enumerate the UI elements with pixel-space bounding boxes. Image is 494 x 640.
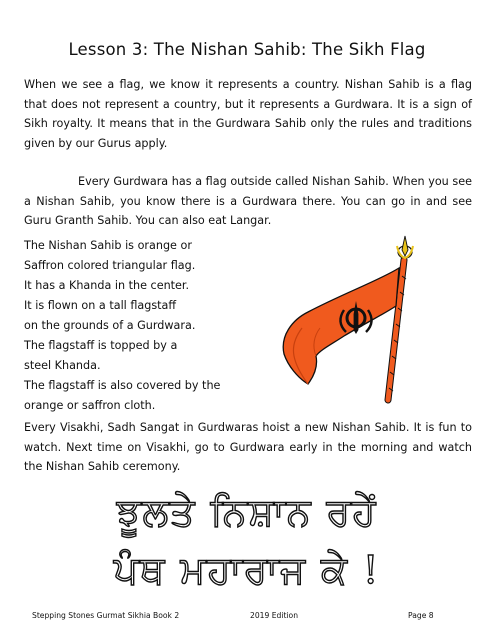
footer-edition: 2019 Edition: [250, 611, 299, 620]
description-line: The flagstaff is topped by a: [24, 339, 178, 352]
gurmukhi-slogan-line-1: ਝੂਲਤੇ ਨਿਸ਼ਾਨ ਰਹੇਂ: [116, 490, 378, 534]
description-line: It has a Khanda in the center.: [24, 279, 190, 292]
footer-book-title: Stepping Stones Gurmat Sikhia Book 2: [32, 611, 180, 620]
description-line: steel Khanda.: [24, 359, 101, 372]
description-line: The Nishan Sahib is orange or: [24, 239, 192, 252]
visakhi-paragraph: Every Visakhi, Sadh Sangat in Gurdwaras hoist a new Nishan Sahib. It is fun to watch. Next time on Visakhi, go to Gurdwara early in the morning and watch the Nishan Sahib ceremony.: [24, 421, 472, 473]
nishan-sahib-flag-illustration: [272, 232, 448, 404]
description-line: The flagstaff is also covered by the: [24, 379, 221, 392]
khanda-finial-icon: [397, 236, 413, 258]
description-line: orange or saffron cloth.: [24, 399, 156, 412]
gurdwara-paragraph: Every Gurdwara has a flag outside called Nishan Sahib. When you see a Nishan Sahib, you know there is a Gurdwara there. You can go in and see Guru Granth Sahib. You can also eat Langar.: [24, 175, 472, 227]
description-line: on the grounds of a Gurdwara.: [24, 319, 196, 332]
page-title: Lesson 3: The Nishan Sahib: The Sikh Flag: [68, 40, 426, 59]
description-line: Saffron colored triangular flag.: [24, 259, 196, 272]
gurmukhi-slogan-line-2: ਪੰਥ ਮਹਾਰਾਜ ਕੇ !: [113, 548, 381, 592]
intro-paragraph: When we see a flag, we know it represents a country. Nishan Sahib is a flag that does not represent a country, but it represents a Gurdwara. It is a sign of Sikh royalty. It means that in the Gurdwara Sahib only the rules and traditions given by our Gurus apply.: [24, 78, 472, 150]
description-line: It is flown on a tall flagstaff: [24, 299, 177, 312]
footer-page-number: Page 8: [408, 611, 434, 620]
